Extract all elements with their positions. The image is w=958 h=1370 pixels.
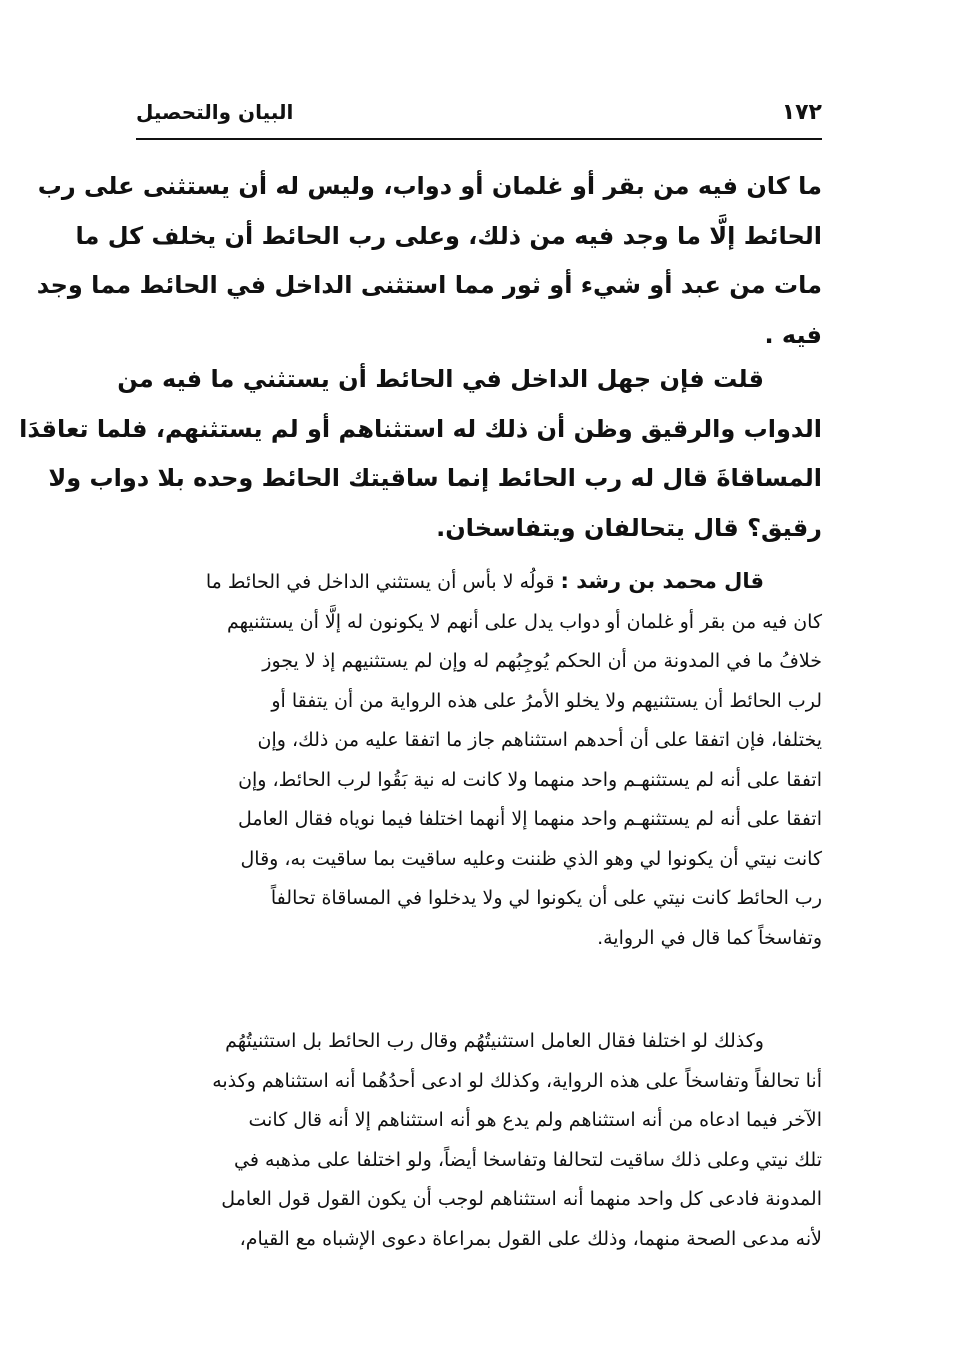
paragraph-4 [136,1022,822,1259]
book-title: البيان والتحصيل [136,100,294,124]
paragraph-3-commentary [136,562,822,958]
text-line: الدواب والرقيق وظن أن ذلك له استثناهم أو لم يستثنهم، فلما تعاقدَا [19,414,822,443]
text-line: لرب الحائط أن يستثنيهم ولا يخلو الأمرُ على هذه الرواية من أن يتفقا أو [271,689,822,712]
paragraph-2 [19,355,822,553]
paragraph-1 [36,162,822,360]
text-line: رقيق؟ قال يتحالفان ويتفاسخان. [436,513,822,542]
text-line: وتفاسخاً كما قال في الرواية. [597,926,822,949]
text-line: المساقاةَ قال له رب الحائط إنما ساقيتك الحائط وحده بلا دواب ولا [48,464,822,492]
page-number: ١٧٢ [781,100,822,125]
text-line: رب الحائط كانت نيتي على أن يكونوا لي ولا يدخلوا في المساقاة تحالفاً [270,887,822,909]
text-line: الآخر فيما ادعاه من أنه استثناهم ولم يدع هو أنه استثناهم إلا أنه قال كانت [248,1109,822,1131]
text-line: ما كان فيه من بقر أو غلمان أو دواب، وليس له أن يستثنى على رب [37,172,822,200]
text-line: اتفقا على أنه لم يستثنهـم واحد منهما إلا أنهما اختلفا فيما نوياه فقال العامل [237,808,822,830]
text-line: الحائط إلَّا ما وجد فيه من ذلك، وعلى رب الحائط أن يخلف كل ما [75,221,822,250]
commentary-author-lead: قال محمد بن رشد : [560,569,764,593]
lead-line-rest: قولُه لا بأس أن يستثني الداخل في الحائط ما [205,571,555,593]
text-line: المدونة فادعى كل واحد منهما أنه استثناهم لوجب أن يكون القول قول العامل [221,1188,822,1210]
text-line: يختلفا، فإن اتفقا على أن أحدهم استثناهم جاز ما اتفقا عليه من ذلك، وإن [257,729,822,751]
text-line: كان فيه من بقر أو غلمان أو دواب يدل على أنهم لا يكونون له إلَّا أن يستثنيهم [227,610,822,633]
text-line: أنا تحالفاً وتفاسخاً على هذه الرواية، وكذلك لو ادعى أحدُهُما أنه استثناهم وكذبه [212,1069,822,1092]
text-line: تلك نيتي وعلى ذلك ساقيت لتحالفا وتفاسخا أيضاً، ولو اختلفا على مذهبه في [233,1148,822,1171]
text-line-lead [136,562,822,603]
text-line: لأنه مدعى الصحة منهما، وذلك على القول بمراعاة دعوى الإشباه مع القيام، [239,1227,822,1250]
text-line: اتفقا على أنه لم يستثنهـم واحد منهما ولا كانت له نية بَقُوا لرب الحائط، وإن [238,768,822,791]
text-line: كانت نيتي أن يكونوا لي وهو الذي ظننت وعليه ساقيت بما ساقيت به، وقال [240,847,822,870]
text-line: وكذلك لو اختلفا فقال العامل استثنيتُهُم وقال رب الحائط بل استثنيتُهُم [225,1030,764,1052]
text-line: مات من عبد أو شيء أو ثور مما استثنى الداخل في الحائط مما وجد [36,271,822,299]
running-header [136,92,822,140]
text-line: قلت فإن جهل الداخل في الحائط أن يستثني ما فيه من [117,365,764,393]
text-line: خلافُ ما في المدونة من أن الحكم يُوجِبُهم له وإن لم يستثنيهم إذ لا يجوز [262,650,822,672]
text-line: فيه . [764,320,822,349]
